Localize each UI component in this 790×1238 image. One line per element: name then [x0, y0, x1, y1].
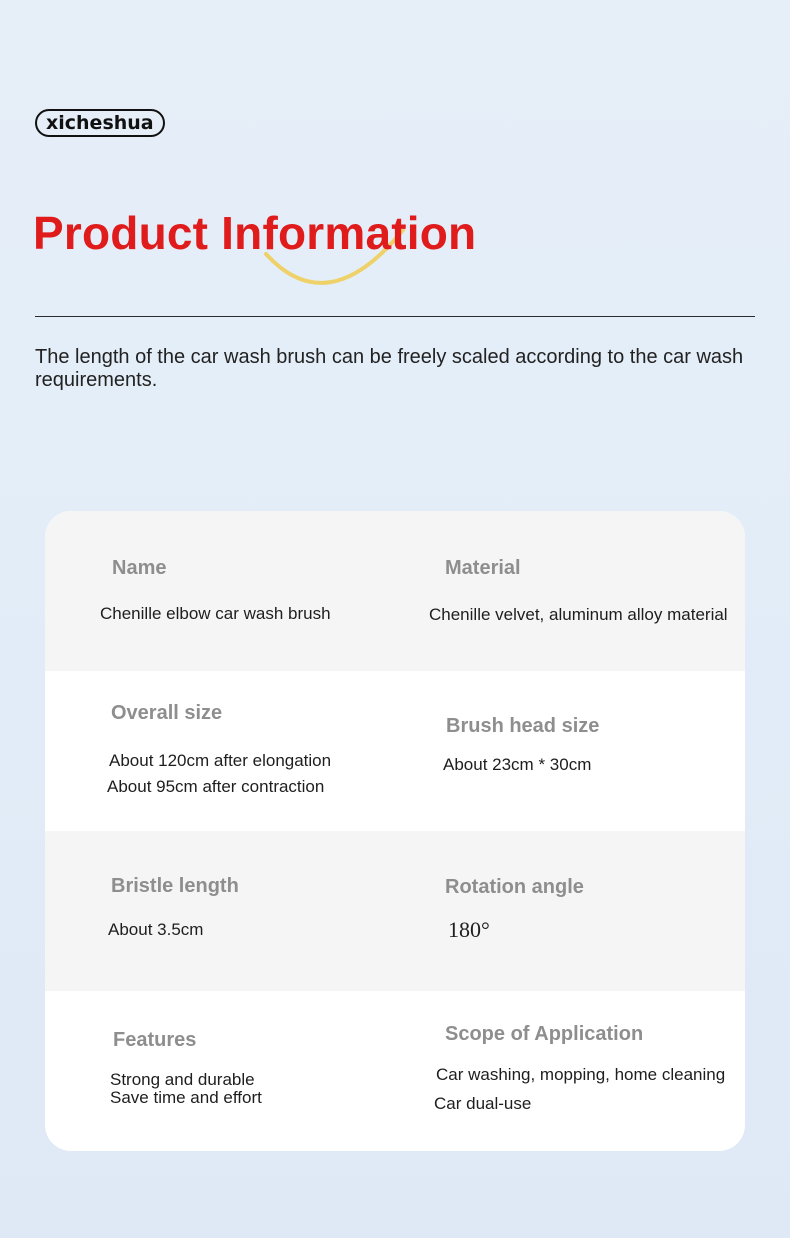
spec-value-scope-2: Car dual-use [434, 1094, 532, 1113]
spec-row-2 [45, 671, 745, 831]
spec-label-features: Features [113, 1029, 197, 1051]
spec-value-scope-1: Car washing, mopping, home cleaning [436, 1065, 726, 1084]
spec-row-3 [45, 831, 745, 991]
brand-logo: xicheshua [35, 109, 165, 137]
spec-label-brush-head-size: Brush head size [446, 715, 600, 737]
spec-label-rotation-angle: Rotation angle [445, 876, 584, 898]
spec-value-features-2: Save time and effort [110, 1088, 262, 1107]
spec-value-overall-size-2: About 95cm after contraction [107, 777, 325, 796]
spec-card [45, 511, 745, 1151]
spec-row-1 [45, 511, 745, 671]
spec-value-name: Chenille elbow car wash brush [100, 604, 331, 623]
spec-value-bristle-length: About 3.5cm [108, 920, 204, 939]
spec-value-rotation-angle: 180° [448, 917, 490, 942]
spec-value-overall-size-1: About 120cm after elongation [109, 751, 332, 770]
divider [35, 316, 755, 317]
spec-label-scope: Scope of Application [445, 1023, 644, 1045]
spec-row-4 [45, 991, 745, 1151]
page-title: Product Information [33, 207, 477, 259]
spec-label-name: Name [112, 557, 167, 579]
spec-label-overall-size: Overall size [111, 702, 223, 724]
spec-label-material: Material [445, 557, 521, 579]
spec-value-brush-head-size: About 23cm * 30cm [443, 755, 592, 774]
spec-value-material: Chenille velvet, aluminum alloy material [429, 605, 728, 624]
intro-text: The length of the car wash brush can be freely scaled according to the car wash requirements. [35, 346, 744, 391]
spec-label-bristle-length: Bristle length [111, 875, 239, 897]
spec-value-features-1: Strong and durable [110, 1070, 255, 1089]
